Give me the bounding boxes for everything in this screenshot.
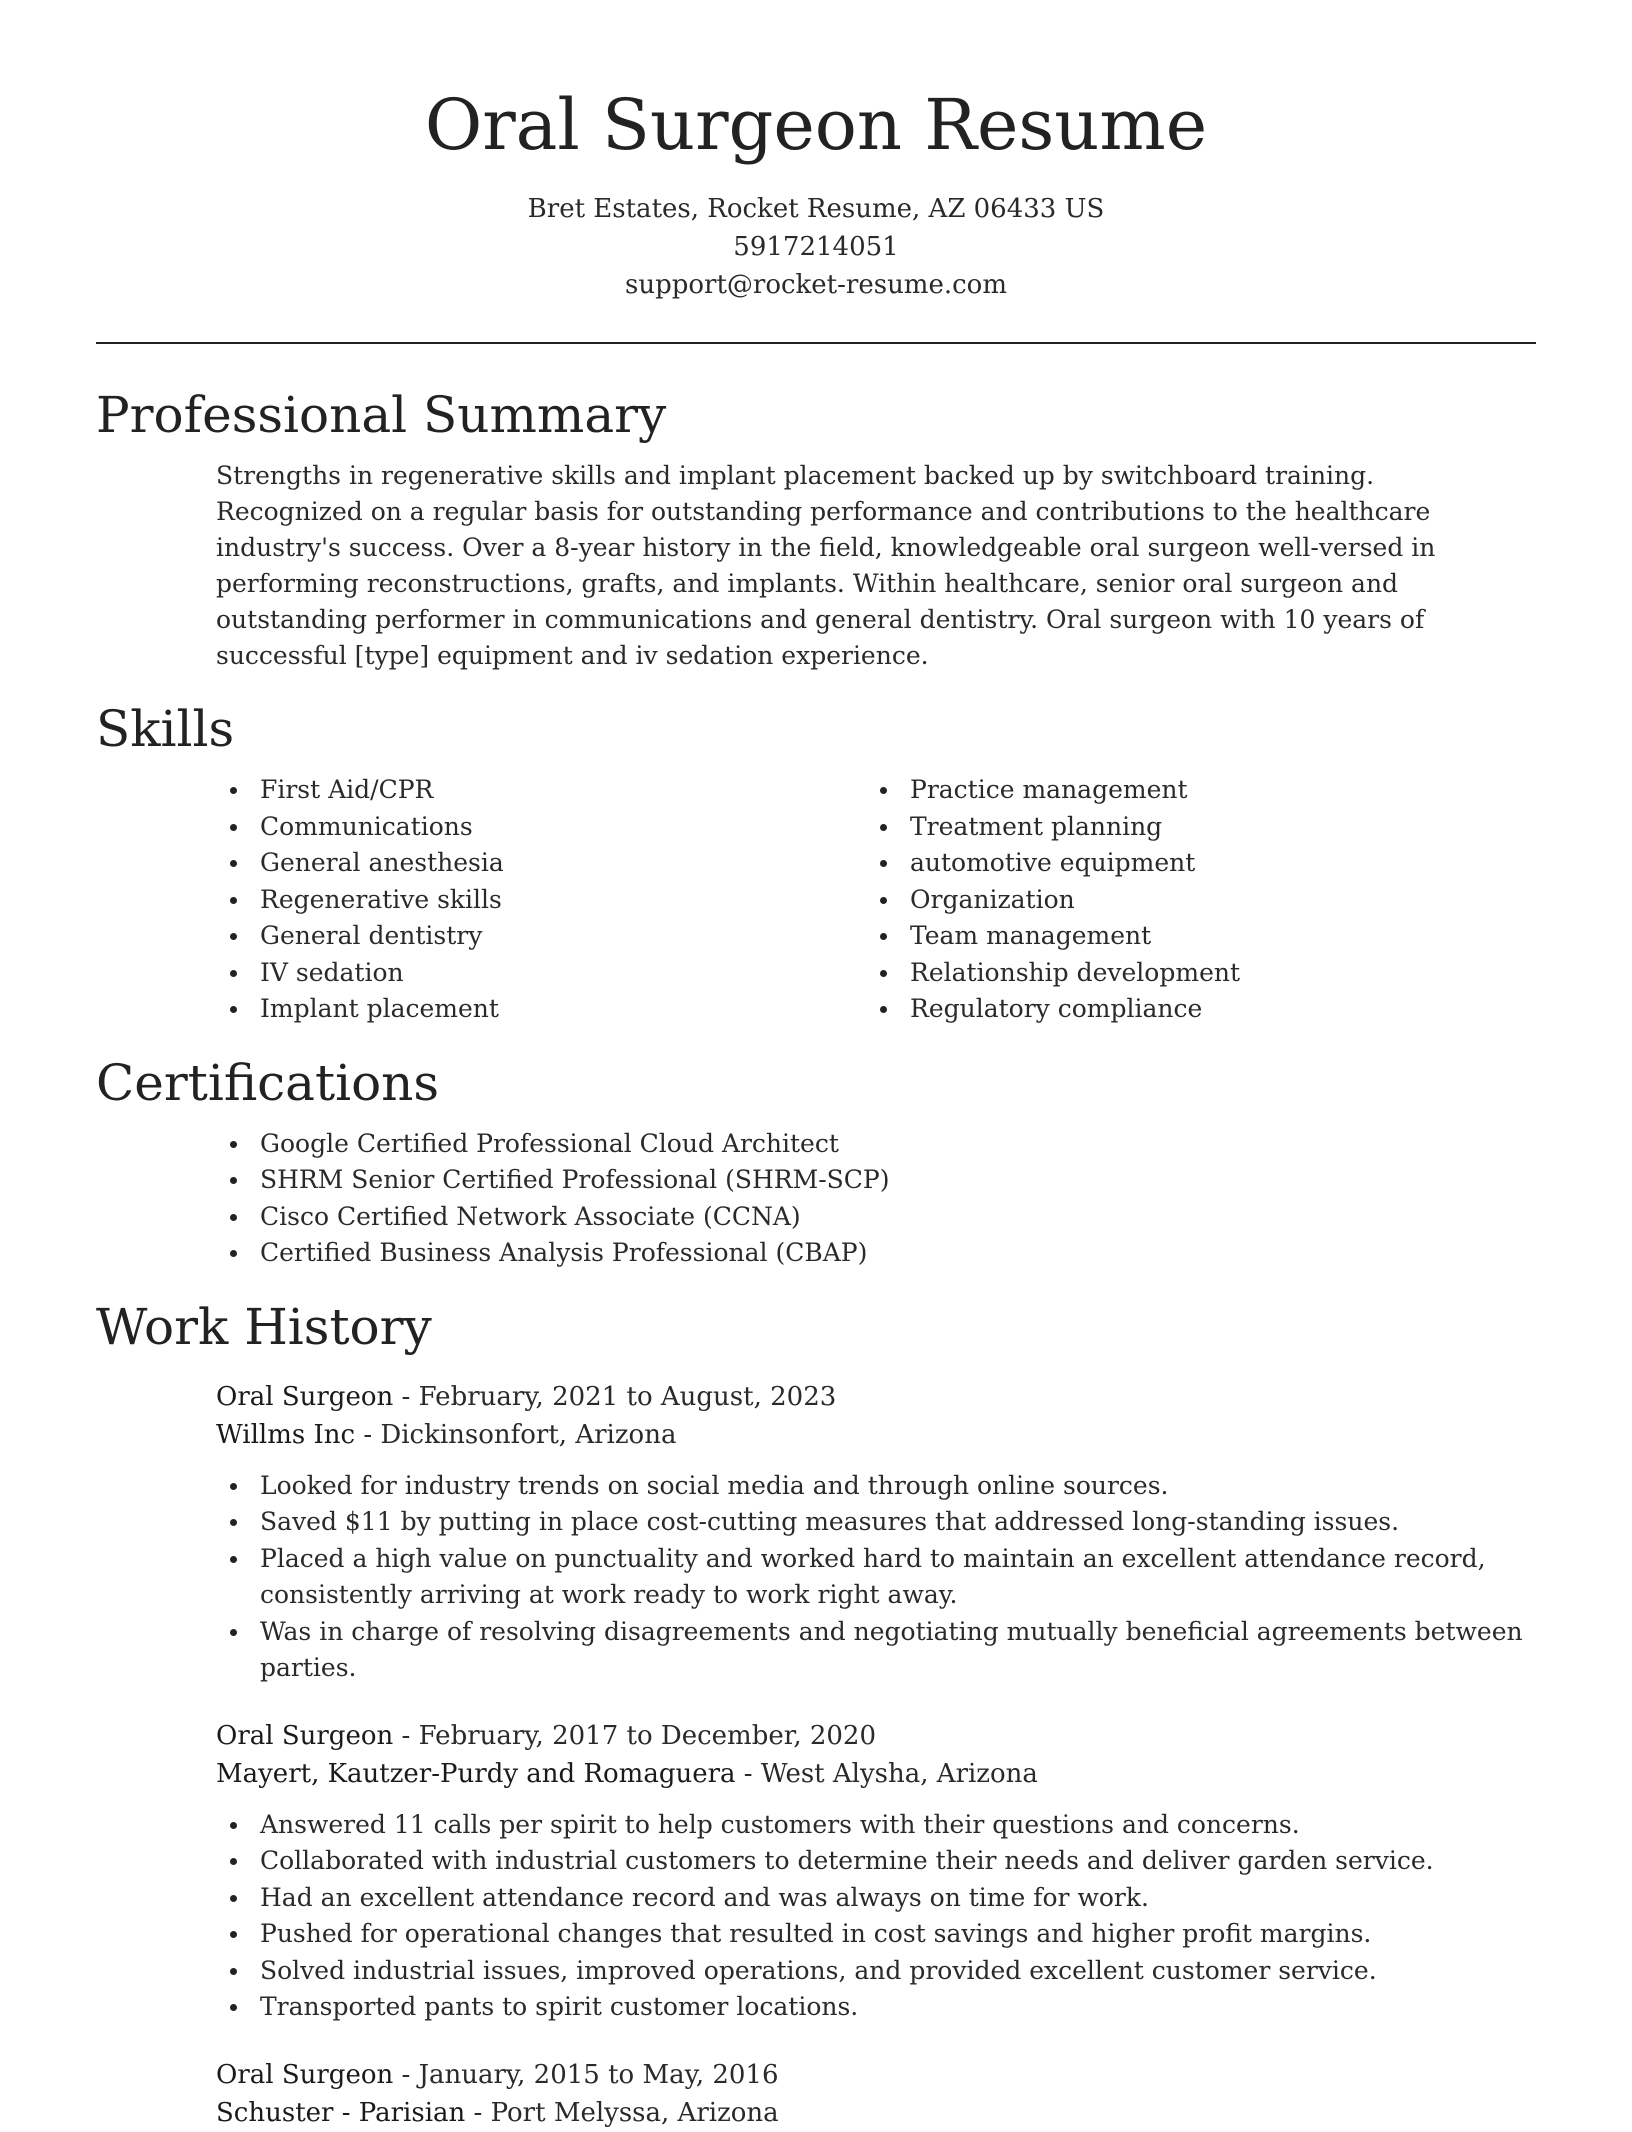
section-heading-skills: Skills — [96, 700, 235, 758]
phone-text: 5917214051 — [733, 232, 899, 262]
job-bullet: Collaborated with industrial customers to determine their needs and deliver garden service. — [216, 1843, 1536, 1880]
skill-item: First Aid/CPR — [216, 772, 866, 809]
resume-header — [96, 82, 1536, 304]
job-bullets — [216, 1807, 1536, 2026]
skills-column-left — [216, 772, 866, 1028]
job-dates: - January, 2015 to May, 2016 — [393, 2059, 779, 2090]
job-bullet: Saved $11 by putting in place cost-cutting measures that addressed long-standing issues. — [216, 1504, 1536, 1541]
job-title-line — [216, 1717, 1536, 1755]
job-location: - West Alysha, Arizona — [735, 1758, 1038, 1789]
job-company-line — [216, 2094, 1536, 2132]
job-dates: - February, 2017 to December, 2020 — [393, 1720, 877, 1751]
job-company: Mayert, Kautzer-Purdy and Romaguera — [216, 1758, 736, 1789]
job-title-line — [216, 2056, 1536, 2094]
contact-info — [96, 190, 1536, 304]
section-heading-work-history: Work History — [96, 1297, 432, 1356]
email-text: support@rocket-resume.com — [624, 270, 1007, 300]
skill-item: Treatment planning — [866, 809, 1516, 846]
certification-item: Certified Business Analysis Professional (CBAP) — [216, 1235, 1536, 1272]
page-title: Oral Surgeon Resume — [424, 84, 1208, 166]
certifications-list — [216, 1126, 1536, 1272]
certifications-section — [96, 1046, 1536, 1272]
certification-item: SHRM Senior Certified Professional (SHRM-SCP) — [216, 1162, 1536, 1199]
summary-section — [96, 378, 1536, 674]
skills-grid — [216, 772, 1536, 1028]
address-text: Bret Estates, Rocket Resume, AZ 06433 US — [527, 194, 1105, 224]
skill-item: Relationship development — [866, 955, 1516, 992]
job-bullet: Looked for industry trends on social media and through online sources. — [216, 1468, 1536, 1505]
job-bullet: Pushed for operational changes that resulted in cost savings and higher profit margins. — [216, 1916, 1536, 1953]
job-entry — [216, 1717, 1536, 2026]
skill-item: automotive equipment — [866, 845, 1516, 882]
job-entry — [216, 2056, 1536, 2132]
job-company-line — [216, 1416, 1536, 1454]
skill-item: General dentistry — [216, 918, 866, 955]
job-entry — [216, 1378, 1536, 1687]
section-heading-summary: Professional Summary — [96, 386, 667, 444]
job-bullet: Solved industrial issues, improved operations, and provided excellent customer service. — [216, 1953, 1536, 1990]
job-bullet: Had an excellent attendance record and was always on time for work. — [216, 1880, 1536, 1917]
skill-item: Communications — [216, 809, 866, 846]
job-bullet: Transported pants to spirit customer locations. — [216, 1989, 1536, 2026]
job-role: Oral Surgeon — [216, 1381, 394, 1412]
skill-item: Practice management — [866, 772, 1516, 809]
job-company: Schuster - Parisian — [216, 2097, 466, 2128]
job-dates: - February, 2021 to August, 2023 — [393, 1381, 837, 1412]
skill-item: Team management — [866, 918, 1516, 955]
job-company: Willms Inc — [216, 1419, 356, 1450]
skill-item: Implant placement — [216, 991, 866, 1028]
job-bullet: Placed a high value on punctuality and worked hard to maintain an excellent attendance record, consistently arriving at work ready to work right away. — [216, 1541, 1536, 1614]
skills-section — [96, 692, 1536, 1028]
job-bullets — [216, 1468, 1536, 1687]
summary-text: Strengths in regenerative skills and implant placement backed up by switchboard training. Recognized on a regular basis for outstanding performance and contributions to the healthcare industry's success. Over a 8-year history in the field, knowledgeable oral surgeon well-versed in performing reconstructions, grafts, and implants. Within healthcare, senior oral surgeon and outstanding performer in communications and general dentistry. Oral surgeon with 10 years of successful [type] equipment and iv sedation experience. — [216, 461, 1436, 670]
skills-list-right — [866, 772, 1516, 1028]
job-company-line — [216, 1755, 1536, 1793]
skill-item: IV sedation — [216, 955, 866, 992]
job-bullet: Answered 11 calls per spirit to help customers with their questions and concerns. — [216, 1807, 1536, 1844]
work-history-section — [96, 1290, 1536, 2132]
resume-body — [96, 378, 1536, 2132]
skill-item: Organization — [866, 882, 1516, 919]
header-divider — [96, 342, 1536, 344]
skill-item: General anesthesia — [216, 845, 866, 882]
job-location: - Dickinsonfort, Arizona — [355, 1419, 677, 1450]
job-role: Oral Surgeon — [216, 1720, 394, 1751]
skill-item: Regenerative skills — [216, 882, 866, 919]
skills-column-right — [866, 772, 1516, 1028]
job-title-line — [216, 1378, 1536, 1416]
skills-list-left — [216, 772, 866, 1028]
certification-item: Google Certified Professional Cloud Architect — [216, 1126, 1536, 1163]
section-heading-certifications: Certifications — [96, 1053, 440, 1112]
skill-item: Regulatory compliance — [866, 991, 1516, 1028]
certification-item: Cisco Certified Network Associate (CCNA) — [216, 1199, 1536, 1236]
job-location: - Port Melyssa, Arizona — [465, 2097, 779, 2128]
job-role: Oral Surgeon — [216, 2059, 394, 2090]
job-bullet: Was in charge of resolving disagreements and negotiating mutually beneficial agreements between parties. — [216, 1614, 1536, 1687]
